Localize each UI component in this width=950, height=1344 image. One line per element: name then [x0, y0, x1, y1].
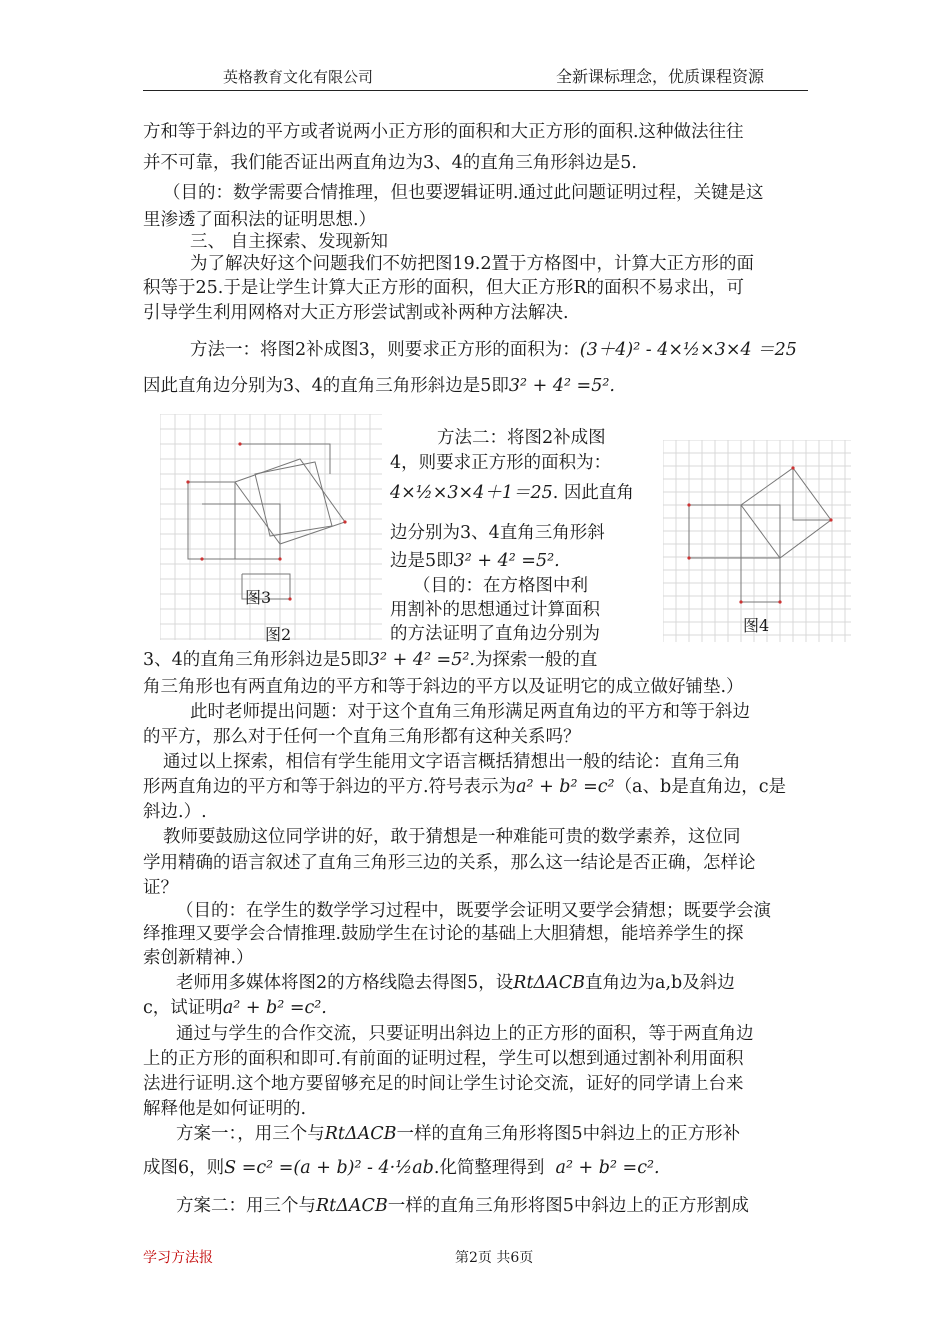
- text-span: 直角边为a,b及斜边: [585, 973, 735, 993]
- method-two-line: （目的：在方格图中利: [413, 576, 588, 596]
- header-company: 英格教育文化有限公司: [223, 68, 374, 86]
- formula: S =c² =(a + b)² - 4·½ab: [224, 1158, 434, 1178]
- text-line: 为了解决好这个问题我们不妨把图19.2置于方格图中，计算大正方形的面: [190, 254, 754, 274]
- text-line: 并不可靠，我们能否证出两直角边为3、4的直角三角形斜边是5.: [143, 153, 637, 173]
- method-two-line: 边分别为3、4直角三角形斜: [390, 523, 605, 543]
- header-slogan: 全新课标理念，优质课程资源: [555, 67, 764, 86]
- conclusion-text: 因此直角边分别为3、4的直角三角形斜边是5即: [143, 376, 509, 396]
- method-two-line: 方法二：将图2补成图: [437, 428, 606, 448]
- text-line: 斜边.）.: [143, 802, 207, 822]
- footer-publication: 学习方法报: [143, 1250, 213, 1266]
- text-line: 绎推理又要学会合情推理.鼓励学生在讨论的基础上大胆猜想，能培养学生的探: [143, 924, 744, 944]
- text-line: 的平方，那么对于任何一个直角三角形都有这种关系吗？: [143, 727, 581, 747]
- method-two-line: 的方法证明了直角边分别为: [390, 624, 600, 644]
- method-two-line: [390, 549, 560, 573]
- text-line: [143, 374, 615, 398]
- text-span: 老师用多媒体将图2的方格线隐去得图5，设: [176, 973, 514, 993]
- text-line: 此时老师提出问题：对于这个直角三角形满足两直角边的平方和等于斜边: [190, 702, 750, 722]
- formula: (3＋4)² - 4×½×3×4 ＝25: [579, 340, 797, 360]
- text-line: [143, 775, 786, 799]
- formula: RtΔACB: [513, 973, 586, 993]
- figure-3-caption: 图3: [245, 588, 272, 607]
- text-line: [143, 1156, 660, 1180]
- text-line: 索创新精神.）: [143, 948, 254, 968]
- text-line: 里渗透了面积法的证明思想.）: [143, 210, 377, 230]
- text-line: 积等于25.于是让学生计算大正方形的面积，但大正方形R的面积不易求出，可: [143, 278, 745, 298]
- text-line: 法进行证明.这个地方要留够充足的时间让学生讨论交流，证好的同学请上台来: [143, 1074, 744, 1094]
- text-line: （目的：数学需要合情推理，但也要逻辑证明.通过此问题证明过程，关键是这: [163, 183, 764, 203]
- method-two-text: . 因此直角: [552, 483, 634, 503]
- text-line: 解释他是如何证明的.: [143, 1099, 307, 1119]
- text-line: 引导学生利用网格对大正方形尝试割或补两种方法解决.: [143, 303, 569, 323]
- method-two-line: 用割补的思想通过计算面积: [390, 600, 600, 620]
- formula: a² + b² =c²: [516, 777, 615, 797]
- figure-4-grid: [663, 440, 851, 642]
- page-header: [143, 64, 808, 91]
- section-heading: 三、 自主探索、发现新知: [190, 232, 389, 252]
- text-span: 方案一：，用三个与: [176, 1124, 325, 1144]
- text-span: 形两直角边的平方和等于斜边的平方.符号表示为: [143, 777, 517, 797]
- text-line: 角三角形也有两直角边的平方和等于斜边的平方以及证明它的成立做好铺垫.）: [143, 677, 744, 697]
- text-span: 方案二：用三个与: [176, 1196, 316, 1216]
- text-span: 3、4的直角三角形斜边是5即: [143, 650, 369, 670]
- formula: RtΔACB: [324, 1124, 397, 1144]
- formula: 3² + 4² =5².: [508, 376, 615, 396]
- text-line: （目的：在学生的数学学习过程中，既要学会证明又要学会猜想；既要学会演: [176, 901, 771, 921]
- text-line: [176, 1194, 749, 1218]
- text-span: 为探索一般的直: [474, 650, 598, 670]
- text-line: 通过以上探索，相信有学生能用文字语言概括猜想出一般的结论：直角三角: [163, 752, 741, 772]
- text-line: [190, 338, 797, 362]
- text-line: [143, 648, 597, 672]
- formula: a² + b² =c².: [555, 1158, 660, 1178]
- method-two-text: 边是5即: [390, 551, 454, 571]
- formula: 4×½×3×4＋1＝25: [390, 483, 553, 503]
- text-span: c，试证明: [143, 998, 223, 1018]
- formula: 3² + 4² =5².: [453, 551, 560, 571]
- formula: a² + b² =c².: [222, 998, 327, 1018]
- text-line: 方和等于斜边的平方或者说两小正方形的面积和大正方形的面积.这种做法往往: [143, 122, 744, 142]
- text-line: 上的正方形的面积和即可.有前面的证明过程，学生可以想到通过割补利用面积: [143, 1049, 744, 1069]
- text-span: 一样的直角三角形将图5中斜边上的正方形割成: [387, 1196, 749, 1216]
- formula: RtΔACB: [316, 1196, 388, 1216]
- text-line: 教师要鼓励这位同学讲的好，敢于猜想是一种难能可贵的数学素养，这位同: [163, 827, 741, 847]
- text-line: [176, 1122, 740, 1146]
- text-span: （a、b是直角边，c是: [614, 777, 786, 797]
- text-line: 通过与学生的合作交流，只要证明出斜边上的正方形的面积，等于两直角边: [176, 1024, 754, 1044]
- text-line: 证？: [143, 878, 178, 898]
- text-line: [143, 996, 327, 1020]
- formula: 3² + 4² =5².: [368, 650, 475, 670]
- text-line: 学用精确的语言叙述了直角三角形三边的关系，那么这一结论是否正确，怎样论: [143, 853, 756, 873]
- figure-2-caption: 图2: [265, 625, 292, 644]
- text-span: .化简整理得到: [433, 1158, 545, 1178]
- text-span: 成图6，则: [143, 1158, 225, 1178]
- text-line: [176, 971, 735, 995]
- figure-4-caption: 图4: [743, 616, 770, 635]
- method-two-line: [390, 481, 634, 505]
- method-one-text: 方法一：将图2补成图3，则要求正方形的面积为：: [190, 340, 580, 360]
- footer-page-number: 第2页 共6页: [455, 1250, 534, 1266]
- method-two-line: 4，则要求正方形的面积为：: [390, 453, 612, 473]
- text-span: 一样的直角三角形将图5中斜边上的正方形补: [396, 1124, 741, 1144]
